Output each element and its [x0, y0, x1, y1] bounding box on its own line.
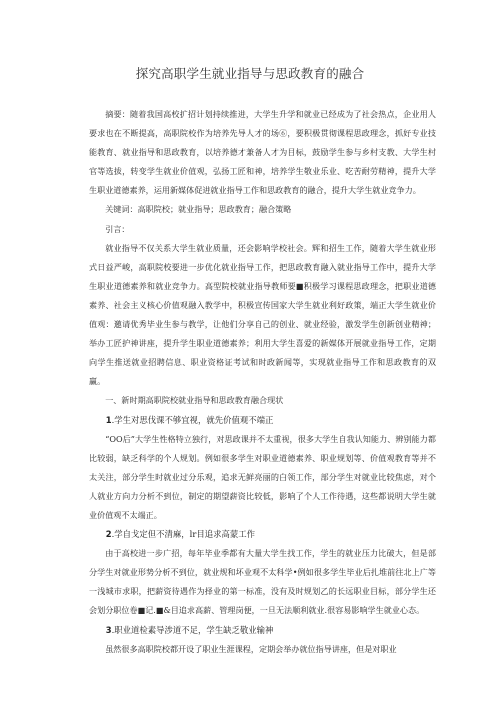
keywords-line: 关键词：高职院校；就业指导；思政教育；融合策略 — [105, 204, 292, 215]
intro-label: 引言： — [105, 223, 130, 234]
subsection-number: 1 — [105, 414, 112, 425]
body-paragraph: “OO后”大学生性格特立独行，对思政课并不太重视，很多大学生自我认知能力、辨别能力都比较弱，缺乏科学的个人规划。例如很多学生对职业道德素养、职业规划等、价值观教育等并不太关注，部分学生时就业过分乐观，追求无鲜亮丽的白领工作，部分学生对就业比较焦虑，对个人就业方向力分析不到位，制定的期望薪资比较低，影响了个人工作待遇，这些都说明大学生就业价值观不太端正。 — [89, 433, 436, 520]
body-paragraph: 虽然很多高职院校都开设了职业生涯课程，定期会举办就位指导讲座，但是对职业 — [105, 643, 397, 654]
subsection-heading — [89, 411, 436, 430]
page-title: 探究高职学生就业指导与思政教育的融合 — [135, 66, 365, 81]
subsection-heading — [89, 525, 436, 544]
body-paragraph: 由于高校进一步广招，每年毕业季都有大量大学生找工作，学生的就业压力比破大，但是部分学生对就业形势分析不到位，就业规和坏业观不太科学•例如很多学生毕业后扎堆前往北上广等一浅城市求职，把薪资待遇作为择业的第一标准，没有及时规划乙的长远职业目标，部分学生还会划分职位卷■记.■&目追求高薪、管理岗便，一旦无法顺利就业.很容易影响学生就业心态。 — [89, 548, 436, 616]
subsection-text: .学自戈定但不清麻，lr目追求高蒙工作 — [111, 529, 255, 540]
subsection-number: 3 — [105, 624, 112, 635]
subsection-heading — [89, 621, 436, 640]
section-heading: 一、新时期高职院校就业指导和思政教育融合现状 — [105, 395, 284, 406]
intro-paragraph: 就业指导不仅关系大学生就业质量，还会影响学校社会。辉和招生工作，随着大学生就业形式日益严峻，高职院校要进一步优化就业指导工作，把思政教育融入就业指导工作中，提升大学生职业道德素养和就业竞争力。高型院校就业指导教师要■积极学习课程思政理念，把职业道德素养、社会主义核心价值观融入教学中，积极宣传国家大学生就业利好政策，端正大学生就业价值观：邀请优秀毕业生参与教学，让他们分享自己的创业、就业经验，激发学生创新创业精神；举办工匠护神讲座，提升学生职业道德素养；利用大学生喜爱的新媒体开展就业指导工作，定期向学生推送就业招聘信息、职业资格证考试和时政新闻等，实现就业指导工作和思政教育的双赢。 — [89, 242, 436, 387]
subsection-number: 2 — [105, 529, 112, 540]
subsection-text: .学生对思伐课不够宜视，就先价值观不端正 — [111, 414, 274, 425]
document-body — [89, 105, 436, 659]
subsection-text: .职业道检素导涉道不足，学生缺乏敬业输神 — [111, 624, 274, 635]
abstract-paragraph: 摘要：随着我国高校扩招计划持续推进，大学生升学和就业已经成为了社会热点，企业用人要求也在不断提高，高职院校作为培养先导人才的场⑥，要积极贯彻课程思政理念，抓好专业技能教育、就业指导和思政教育，以培养德才兼备人才为目标，鼓励学生参与乡村支教、大学生村官等选拔，转变学生就业价值观，弘扬工匠和神，培养学生敬业乐业、吃苦耐劳精神，提升大学生职业道德素养，运用新媒体促进就业指导工作和思政教育的融合，提升大学生就业竞争力。 — [89, 109, 436, 196]
